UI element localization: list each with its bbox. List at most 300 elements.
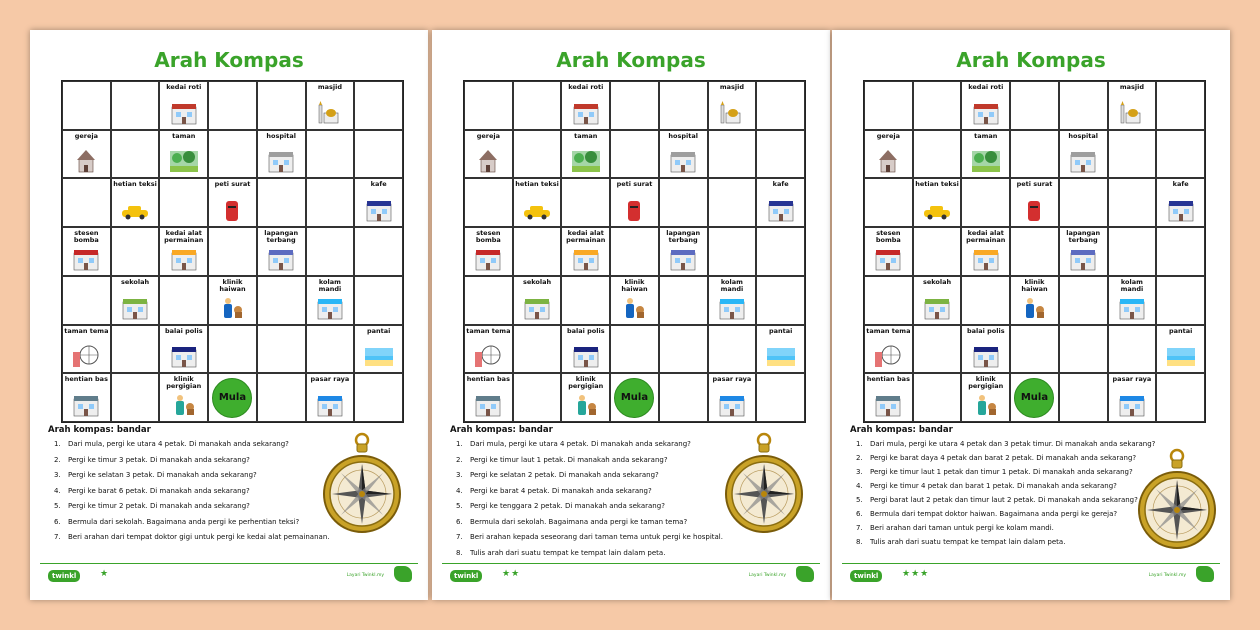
map-cell	[756, 81, 805, 130]
map-cell	[1156, 130, 1205, 179]
place-label: hetian teksi	[515, 180, 559, 189]
question-number: 3.	[54, 471, 61, 479]
map-cell	[659, 325, 708, 374]
place-label: masjid	[317, 83, 342, 91]
questions-heading: Arah kompas: bandar	[850, 425, 953, 435]
map-cell	[913, 130, 962, 179]
page-footer	[442, 563, 820, 588]
map-cell	[961, 276, 1010, 325]
question-text: Bermula dari sekolah. Bagaimana anda pergi ke perhentian teksi?	[68, 517, 300, 526]
place-label: sekolah	[522, 277, 552, 286]
map-cell	[864, 227, 913, 276]
question-list	[54, 440, 354, 549]
place-label: masjid	[1119, 83, 1144, 91]
map-cell	[864, 325, 913, 374]
map-cell	[610, 276, 659, 325]
question-item	[856, 468, 1156, 476]
question-number: 5.	[456, 502, 463, 510]
map-cell	[610, 178, 659, 227]
map-cell	[864, 373, 913, 422]
map-cell	[610, 227, 659, 276]
map-cell	[208, 81, 257, 130]
place-label: hospital	[266, 131, 296, 140]
place-label: taman	[172, 131, 196, 140]
map-cell	[913, 178, 962, 227]
map-cell	[1108, 325, 1157, 374]
place-label: kafe	[772, 180, 789, 189]
map-cell	[1059, 81, 1108, 130]
map-cell	[306, 325, 355, 374]
map-cell	[708, 81, 757, 130]
map-cell	[659, 81, 708, 130]
question-text: Tulis arah dari suatu tempat ke tempat lain dalam peta.	[470, 548, 666, 557]
map-cell	[610, 81, 659, 130]
place-label: balai polis	[566, 326, 605, 335]
place-label: stesen bomba	[73, 229, 99, 245]
question-number: 5.	[54, 502, 61, 510]
map-cell	[257, 276, 306, 325]
map-cell	[513, 81, 562, 130]
place-label: kedai roti	[568, 83, 604, 91]
map-cell	[1156, 325, 1205, 374]
map-cell	[208, 178, 257, 227]
map-cell	[464, 373, 513, 422]
map-cell	[464, 227, 513, 276]
question-text: Dari mula, pergi ke utara 4 petak. Di manakah anda sekarang?	[470, 440, 691, 448]
place-label: pasar raya	[712, 375, 752, 384]
map-cell	[561, 178, 610, 227]
map-cell	[306, 81, 355, 130]
map-cell	[1156, 373, 1205, 422]
map-cell	[610, 325, 659, 374]
map-cell	[513, 227, 562, 276]
map-cell	[354, 81, 403, 130]
place-label: kolam mandi	[1120, 277, 1144, 293]
question-number: 3.	[856, 468, 863, 476]
map-cell	[62, 373, 111, 422]
question-number: 7.	[54, 533, 61, 541]
question-text: Pergi ke tenggara 2 petak. Di manakah anda sekarang?	[470, 502, 665, 510]
question-number: 7.	[456, 533, 463, 541]
map-cell	[159, 325, 208, 374]
question-item	[856, 454, 1156, 462]
map-cell	[513, 276, 562, 325]
footer-site-text: Layari Twinkl.my	[346, 573, 384, 578]
map-cell	[159, 81, 208, 130]
place-label: peti surat	[214, 180, 251, 189]
map-cell	[354, 373, 403, 422]
place-label: taman	[974, 131, 998, 140]
twinkl-logo: twinkl	[450, 570, 482, 582]
place-label: peti surat	[1016, 180, 1053, 189]
question-number: 4.	[856, 482, 863, 490]
map-cell	[257, 81, 306, 130]
question-number: 7.	[856, 524, 863, 532]
question-text: Pergi ke timur laut 1 petak dan timur 1 petak. Di manakah anda sekarang?	[870, 468, 1133, 476]
place-label: hentian bas	[466, 375, 510, 384]
map-cell	[1010, 130, 1059, 179]
map-cell	[756, 227, 805, 276]
place-label: klinik haiwan	[621, 277, 648, 293]
question-item	[856, 510, 1156, 518]
map-cell	[111, 130, 160, 179]
map-cell	[208, 276, 257, 325]
question-item	[456, 487, 756, 495]
map-cell	[659, 227, 708, 276]
map-cell	[1010, 178, 1059, 227]
map-cell	[62, 81, 111, 130]
worksheet-title: Arah Kompas	[556, 48, 706, 72]
map-cell	[354, 178, 403, 227]
map-cell	[1108, 373, 1157, 422]
question-item	[456, 533, 756, 541]
map-cell	[464, 81, 513, 130]
map-cell	[464, 325, 513, 374]
place-label: balai polis	[966, 326, 1005, 335]
place-label: taman tema	[466, 326, 511, 335]
difficulty-stars: ★★★	[902, 569, 930, 579]
question-list	[456, 440, 756, 564]
questions-heading: Arah kompas: bandar	[48, 425, 151, 435]
map-cell	[864, 130, 913, 179]
place-label: sekolah	[922, 277, 952, 286]
place-label: hetian teksi	[113, 180, 157, 189]
map-cell	[354, 130, 403, 179]
worksheet-3	[832, 30, 1230, 600]
badge-icon	[394, 566, 412, 582]
map-cell	[111, 178, 160, 227]
map-cell	[561, 276, 610, 325]
question-number: 3.	[456, 471, 463, 479]
map-cell	[159, 178, 208, 227]
place-label: taman tema	[64, 326, 109, 335]
place-label: stesen bomba	[875, 229, 901, 245]
map-cell	[464, 178, 513, 227]
place-label: klinik pergigian	[968, 375, 1004, 391]
worksheet-2	[432, 30, 830, 600]
question-item	[54, 471, 354, 479]
compass-map-grid	[463, 80, 806, 423]
question-item	[456, 518, 756, 526]
place-label: hentian bas	[866, 375, 910, 384]
question-list	[856, 440, 1156, 552]
question-item	[856, 496, 1156, 504]
place-label: kedai alat permainan	[164, 229, 204, 245]
map-cell	[961, 227, 1010, 276]
question-number: 6.	[856, 510, 863, 518]
map-cell	[1156, 81, 1205, 130]
map-cell	[1156, 276, 1205, 325]
place-label: gereja	[74, 131, 98, 140]
question-number: 8.	[456, 548, 463, 557]
worksheet-1	[30, 30, 428, 600]
map-cell	[111, 81, 160, 130]
map-cell	[756, 178, 805, 227]
question-item	[856, 538, 1156, 546]
place-label: balai polis	[164, 326, 203, 335]
map-cell	[864, 276, 913, 325]
place-label: gereja	[876, 131, 900, 140]
place-label: pantai	[768, 326, 793, 335]
question-item	[856, 524, 1156, 532]
footer-site-text: Layari Twinkl.my	[1148, 573, 1186, 578]
compass-icon	[1137, 448, 1203, 534]
question-item	[54, 533, 354, 541]
map-cell	[1108, 276, 1157, 325]
map-cell	[961, 178, 1010, 227]
place-label: pasar raya	[310, 375, 350, 384]
place-label: kedai alat permainan	[966, 229, 1006, 245]
question-number: 4.	[54, 486, 61, 495]
map-cell	[62, 130, 111, 179]
question-text: Beri arahan dari taman untuk pergi ke kolam mandi.	[870, 524, 1054, 532]
map-cell	[756, 276, 805, 325]
map-cell	[62, 325, 111, 374]
map-cell	[561, 130, 610, 179]
map-cell	[62, 178, 111, 227]
question-text: Pergi ke timur 4 petak dan barat 1 petak. Di manakah anda sekarang?	[870, 482, 1117, 490]
page-footer	[842, 563, 1220, 588]
map-cell	[257, 227, 306, 276]
place-label: kafe	[370, 180, 387, 189]
map-cell	[961, 81, 1010, 130]
map-cell	[561, 81, 610, 130]
map-cell	[1108, 227, 1157, 276]
map-cell	[1010, 276, 1059, 325]
question-number: 1.	[456, 440, 463, 448]
map-cell	[208, 325, 257, 374]
question-number: 2.	[856, 454, 863, 462]
question-text: Dari mula, pergi ke utara 4 petak dan 3 petak timur. Di manakah anda sekarang?	[870, 440, 1156, 448]
map-cell	[561, 227, 610, 276]
page-footer	[40, 563, 418, 588]
map-cell	[756, 373, 805, 422]
question-text: Beri arahan dari tempat doktor gigi untuk pergi ke kedai alat pemainanan.	[68, 533, 330, 541]
place-label: kafe	[1172, 180, 1189, 189]
map-cell	[354, 276, 403, 325]
map-cell	[111, 325, 160, 374]
question-text: Pergi ke timur 2 petak. Di manakah anda sekarang?	[68, 502, 250, 510]
map-cell	[257, 373, 306, 422]
map-cell	[208, 130, 257, 179]
question-number: 8.	[856, 538, 863, 546]
place-label: peti surat	[616, 180, 653, 189]
question-item	[456, 471, 756, 479]
map-cell	[513, 373, 562, 422]
twinkl-logo: twinkl	[48, 570, 80, 582]
place-label: kolam mandi	[318, 277, 342, 293]
questions-heading: Arah kompas: bandar	[450, 425, 553, 435]
question-text: Pergi ke barat 6 petak. Di manakah anda sekarang?	[68, 486, 250, 495]
question-item	[456, 549, 756, 557]
map-cell	[610, 130, 659, 179]
map-cell	[864, 178, 913, 227]
place-label: kedai roti	[166, 83, 202, 91]
map-cell	[208, 373, 257, 422]
question-text: Bermula dari sekolah. Bagaimana anda pergi ke taman tema?	[470, 517, 688, 526]
question-number: 6.	[54, 517, 61, 526]
map-cell	[708, 178, 757, 227]
map-cell	[961, 373, 1010, 422]
map-cell	[610, 373, 659, 422]
compass-map-grid	[863, 80, 1206, 423]
question-number: 4.	[456, 486, 463, 495]
map-cell	[159, 276, 208, 325]
map-cell	[961, 325, 1010, 374]
question-item	[456, 456, 756, 464]
place-label: taman tema	[866, 326, 911, 335]
map-cell	[354, 227, 403, 276]
map-cell	[257, 178, 306, 227]
map-cell	[659, 276, 708, 325]
map-cell	[1108, 81, 1157, 130]
difficulty-stars: ★★	[502, 569, 521, 579]
map-cell	[1059, 130, 1108, 179]
map-cell	[561, 325, 610, 374]
map-cell	[708, 130, 757, 179]
place-label: klinik pergigian	[568, 375, 604, 391]
question-item	[456, 502, 756, 510]
map-cell	[208, 227, 257, 276]
map-cell	[756, 130, 805, 179]
compass-map-grid	[61, 80, 404, 423]
map-cell	[1059, 373, 1108, 422]
map-cell	[756, 325, 805, 374]
map-cell	[708, 373, 757, 422]
map-cell	[1010, 325, 1059, 374]
compass-icon	[724, 432, 802, 534]
map-cell	[159, 373, 208, 422]
map-cell	[1156, 227, 1205, 276]
map-cell	[306, 178, 355, 227]
map-cell	[306, 227, 355, 276]
place-label: klinik pergigian	[166, 375, 202, 391]
map-cell	[159, 130, 208, 179]
question-number: 5.	[856, 496, 863, 504]
map-cell	[1156, 178, 1205, 227]
map-cell	[1059, 178, 1108, 227]
place-label: kedai roti	[968, 83, 1004, 91]
question-text: Bermula dari tempat doktor haiwan. Bagaimana anda pergi ke gereja?	[870, 510, 1118, 518]
question-text: Pergi ke selatan 3 petak. Di manakah anda sekarang?	[68, 471, 257, 479]
map-cell	[306, 373, 355, 422]
place-label: pantai	[366, 326, 391, 335]
map-cell	[708, 276, 757, 325]
place-label: hospital	[668, 131, 698, 140]
place-label: lapangan terbang	[1066, 229, 1101, 245]
question-item	[456, 440, 756, 448]
question-text: Pergi ke selatan 2 petak. Di manakah anda sekarang?	[470, 471, 659, 479]
map-cell	[659, 130, 708, 179]
map-cell	[1059, 227, 1108, 276]
question-item	[54, 518, 354, 526]
start-marker: Mula	[212, 378, 252, 418]
place-label: hentian bas	[64, 375, 108, 384]
map-cell	[513, 130, 562, 179]
badge-icon	[1196, 566, 1214, 582]
map-cell	[1010, 227, 1059, 276]
question-item	[54, 440, 354, 448]
map-cell	[513, 325, 562, 374]
map-cell	[913, 227, 962, 276]
worksheet-title: Arah Kompas	[154, 48, 304, 72]
map-cell	[464, 276, 513, 325]
place-label: gereja	[476, 131, 500, 140]
map-cell	[864, 81, 913, 130]
map-cell	[659, 373, 708, 422]
place-label: klinik haiwan	[219, 277, 246, 293]
map-cell	[306, 276, 355, 325]
place-label: stesen bomba	[475, 229, 501, 245]
question-text: Tulis arah dari suatu tempat ke tempat lain dalam peta.	[870, 538, 1066, 546]
map-cell	[913, 373, 962, 422]
start-marker: Mula	[614, 378, 654, 418]
map-cell	[111, 373, 160, 422]
question-text: Dari mula, pergi ke utara 4 petak. Di manakah anda sekarang?	[68, 440, 289, 448]
question-text: Pergi barat laut 2 petak dan timur laut 2 petak. Di manakah anda sekarang?	[870, 496, 1138, 504]
map-cell	[913, 325, 962, 374]
map-cell	[659, 178, 708, 227]
question-text: Pergi ke barat daya 4 petak dan barat 2 petak. Di manakah anda sekarang?	[870, 454, 1137, 462]
map-cell	[159, 227, 208, 276]
question-text: Pergi ke barat 4 petak. Di manakah anda sekarang?	[470, 486, 652, 495]
map-cell	[111, 276, 160, 325]
map-cell	[513, 178, 562, 227]
map-cell	[1108, 178, 1157, 227]
map-cell	[1059, 325, 1108, 374]
map-cell	[961, 130, 1010, 179]
map-cell	[62, 276, 111, 325]
map-cell	[1108, 130, 1157, 179]
difficulty-stars: ★	[100, 569, 110, 579]
map-cell	[62, 227, 111, 276]
place-label: taman	[574, 131, 598, 140]
place-label: lapangan terbang	[264, 229, 299, 245]
map-cell	[111, 227, 160, 276]
question-item	[54, 487, 354, 495]
question-text: Beri arahan kepada seseorang dari taman tema untuk pergi ke hospital.	[470, 533, 723, 541]
question-text: Pergi ke timur laut 1 petak. Di manakah anda sekarang?	[470, 455, 668, 464]
question-number: 2.	[456, 455, 463, 464]
map-cell	[913, 81, 962, 130]
map-cell	[257, 325, 306, 374]
map-cell	[464, 130, 513, 179]
twinkl-logo: twinkl	[850, 570, 882, 582]
map-cell	[1010, 81, 1059, 130]
footer-site-text: Layari Twinkl.my	[748, 573, 786, 578]
place-label: kedai alat permainan	[566, 229, 606, 245]
badge-icon	[796, 566, 814, 582]
question-item	[856, 482, 1156, 490]
map-cell	[561, 373, 610, 422]
map-cell	[306, 130, 355, 179]
place-label: sekolah	[120, 277, 150, 286]
place-label: kolam mandi	[720, 277, 744, 293]
question-number: 1.	[54, 440, 61, 448]
question-number: 2.	[54, 455, 61, 464]
map-cell	[354, 325, 403, 374]
place-label: klinik haiwan	[1021, 277, 1048, 293]
question-text: Pergi ke timur 3 petak. Di manakah anda sekarang?	[68, 455, 250, 464]
question-number: 1.	[856, 440, 863, 448]
place-label: hospital	[1068, 131, 1098, 140]
place-label: hetian teksi	[915, 180, 959, 189]
question-number: 6.	[456, 517, 463, 526]
place-label: lapangan terbang	[666, 229, 701, 245]
map-cell	[913, 276, 962, 325]
compass-icon	[322, 432, 402, 536]
map-cell	[1059, 276, 1108, 325]
